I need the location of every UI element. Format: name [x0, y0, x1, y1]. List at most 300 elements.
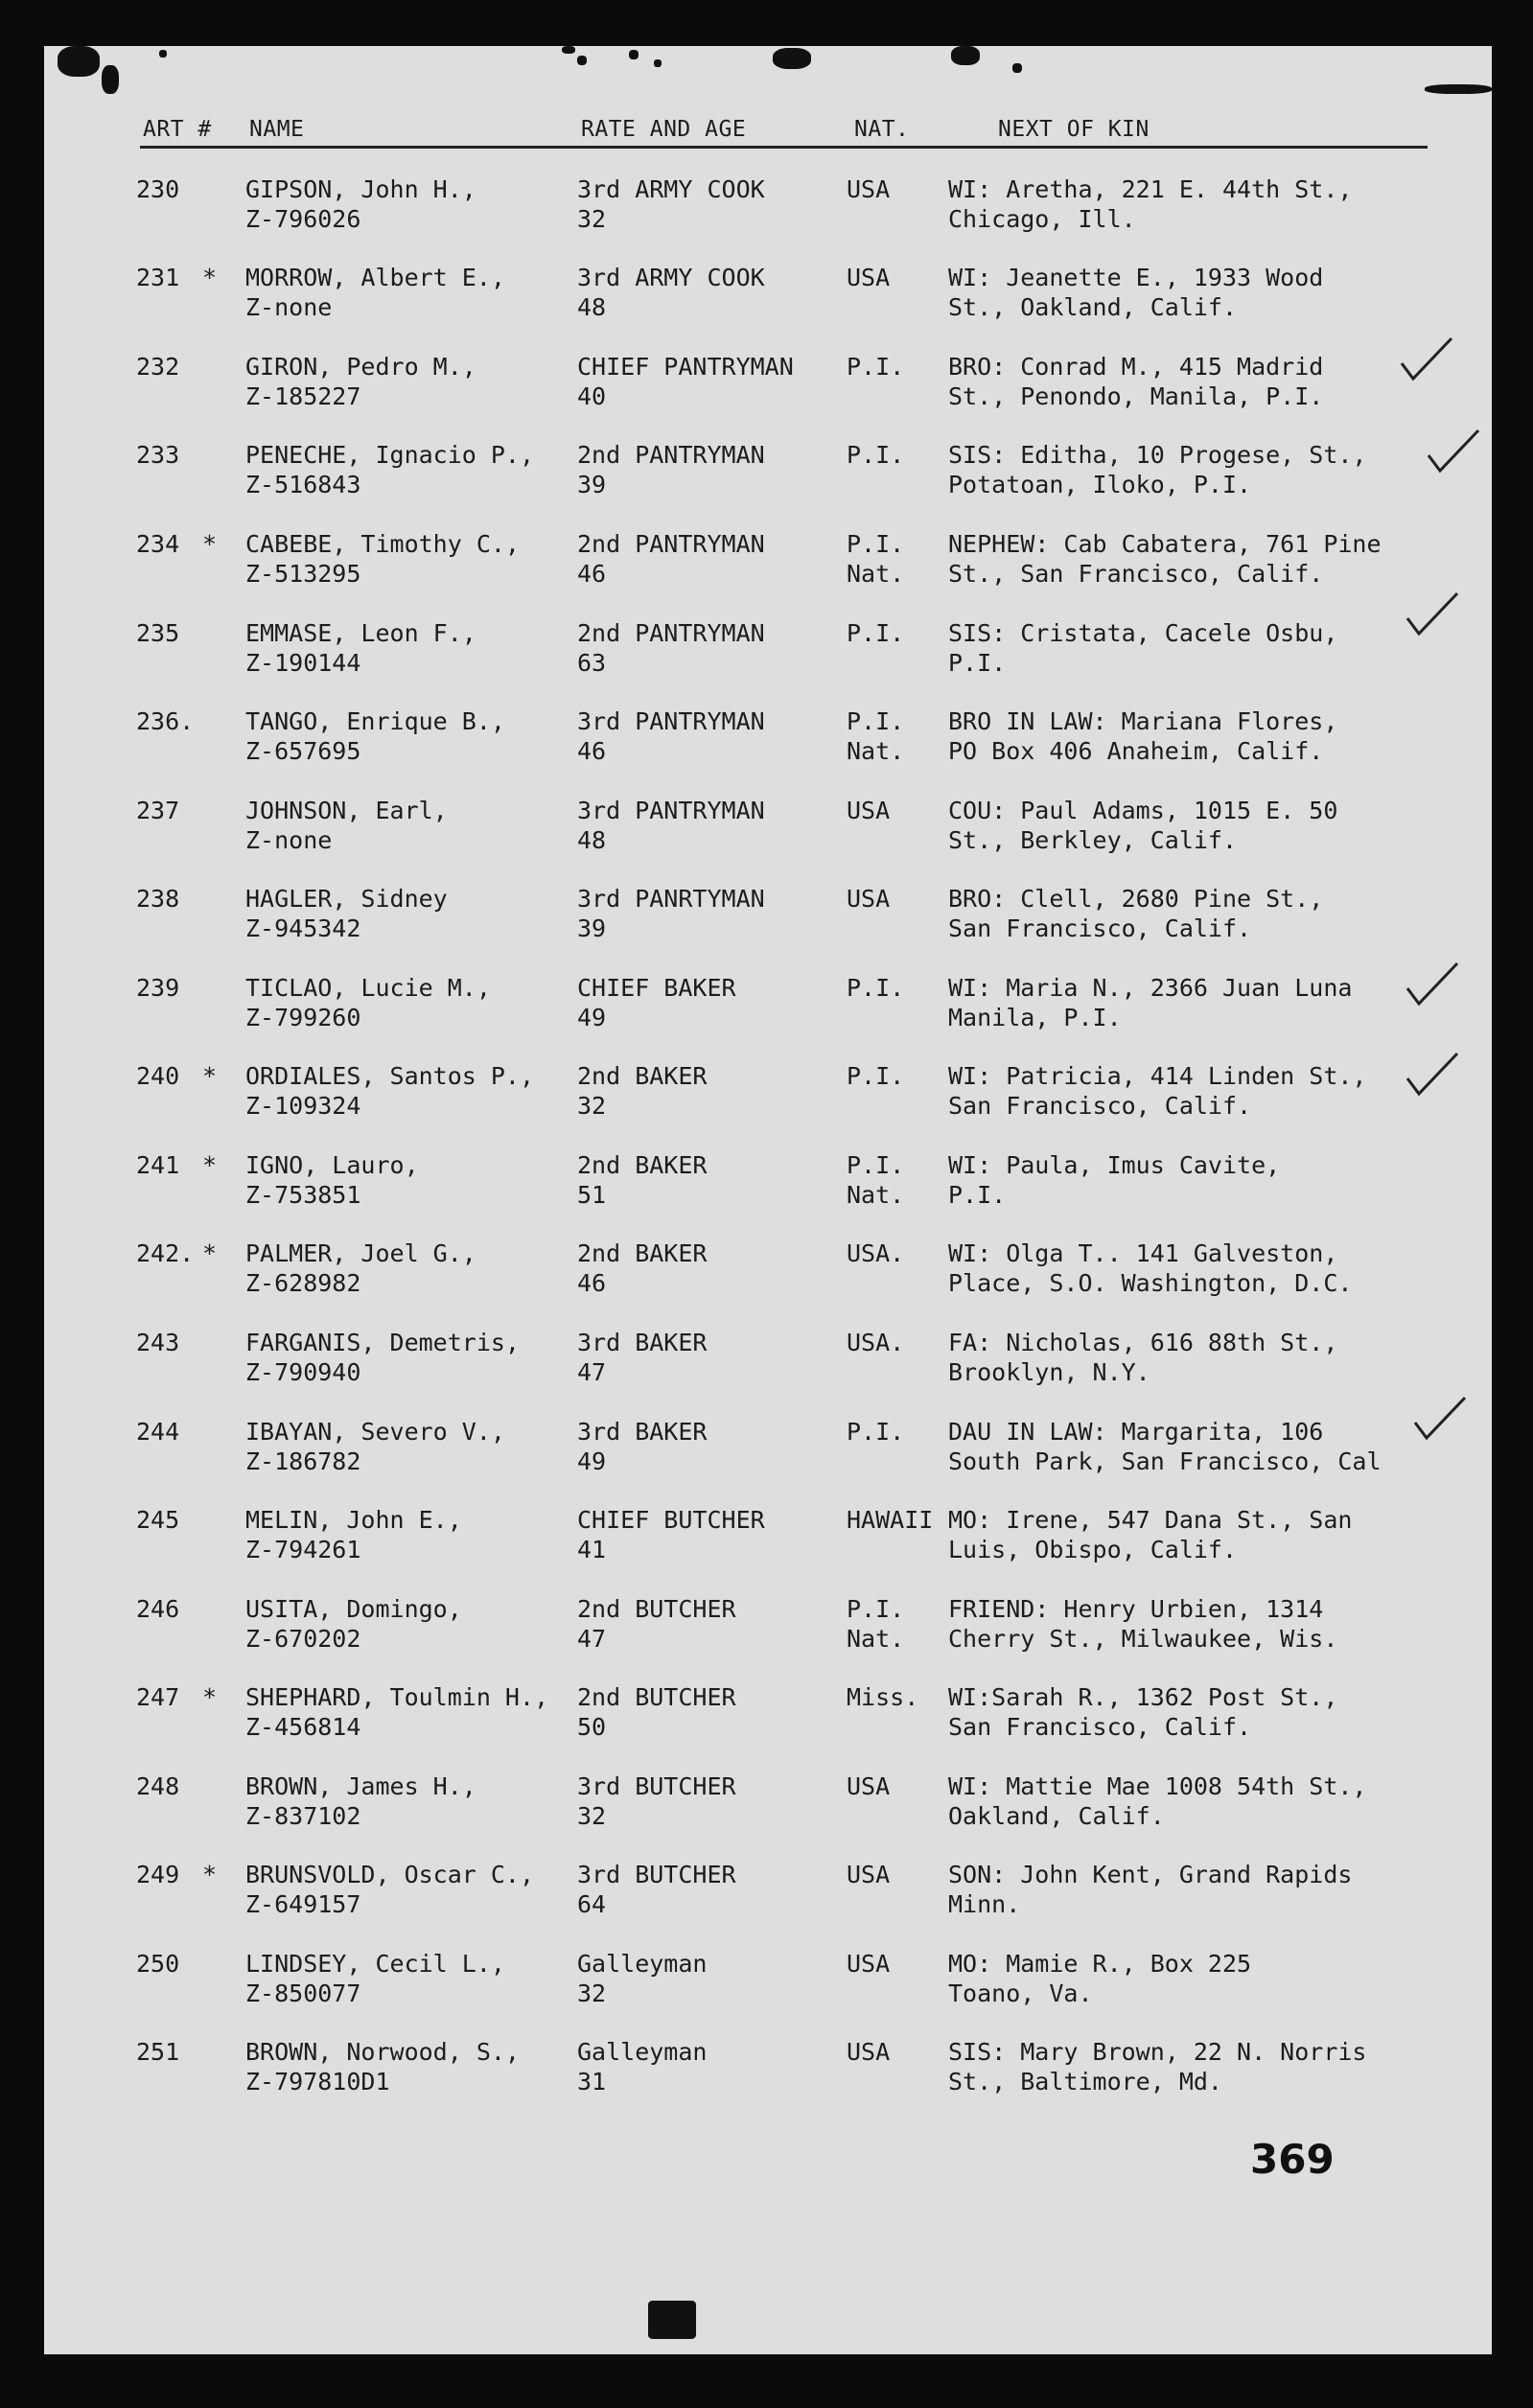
rate-age: [577, 174, 765, 234]
checkmark-icon: [1404, 1050, 1461, 1098]
name-text: SHEPHARD, Toulmin H.,: [245, 1683, 549, 1711]
kin-line-2: St., San Francisco, Calif.: [948, 560, 1324, 588]
rate-age: [577, 440, 765, 499]
ink-speck: [629, 50, 639, 59]
asterisk-mark: *: [202, 1151, 218, 1179]
art-number: 236.: [136, 707, 195, 735]
art-number: 238: [136, 885, 180, 913]
nat-line-1: P.I.: [847, 619, 905, 647]
name-text: BRUNSVOLD, Oscar C.,: [245, 1861, 535, 1888]
art-number: 246: [136, 1595, 180, 1623]
kin-line-2: St., Oakland, Calif.: [948, 293, 1238, 321]
art-number: 250: [136, 1950, 180, 1978]
nationality: [847, 973, 904, 1032]
asterisk-mark: *: [202, 264, 218, 291]
name-text: IBAYAN, Severo V.,: [245, 1418, 505, 1446]
z-number: Z-none: [245, 293, 333, 321]
age-text: 41: [577, 1536, 607, 1563]
age-text: 39: [577, 471, 607, 498]
crew-name: [245, 1505, 462, 1564]
kin-line-1: FA: Nicholas, 616 88th St.,: [948, 1329, 1338, 1356]
kin-line-1: BRO IN LAW: Mariana Flores,: [948, 707, 1338, 735]
nat-line-1: P.I.: [847, 974, 905, 1002]
crew-row: [44, 440, 1492, 517]
kin-line-1: COU: Paul Adams, 1015 E. 50: [948, 797, 1338, 824]
nationality: [847, 263, 890, 322]
nat-line-1: Miss.: [847, 1683, 919, 1711]
kin-line-1: WI: Aretha, 221 E. 44th St.,: [948, 175, 1353, 203]
z-number: Z-190144: [245, 649, 361, 677]
kin-line-2: San Francisco, Calif.: [948, 915, 1252, 942]
next-of-kin: [948, 529, 1382, 589]
kin-line-2: San Francisco, Calif.: [948, 1713, 1252, 1741]
crew-row: [44, 1328, 1492, 1404]
asterisk-mark: *: [202, 530, 218, 558]
checkmark-icon: [1411, 1394, 1469, 1442]
crew-name: [245, 884, 448, 943]
rate-text: CHIEF PANTRYMAN: [577, 353, 794, 381]
crew-row: [44, 796, 1492, 872]
nat-line-2: [847, 1712, 918, 1742]
header-next-of-kin: NEXT OF KIN: [998, 117, 1150, 142]
nationality: [847, 706, 904, 766]
nat-line-1: USA.: [847, 1329, 905, 1356]
next-of-kin: [948, 1505, 1352, 1564]
kin-line-2: Brooklyn, N.Y.: [948, 1358, 1150, 1386]
next-of-kin: [948, 973, 1352, 1032]
next-of-kin: [948, 2037, 1367, 2096]
rate-text: 2nd PANTRYMAN: [577, 441, 765, 469]
next-of-kin: [948, 796, 1337, 855]
kin-line-2: San Francisco, Calif.: [948, 1092, 1252, 1120]
nat-line-1: USA.: [847, 1239, 905, 1267]
nat-line-1: P.I.: [847, 1418, 905, 1446]
ink-speck: [577, 56, 587, 65]
kin-line-1: SON: John Kent, Grand Rapids: [948, 1861, 1353, 1888]
nationality: [847, 1594, 904, 1654]
z-number: Z-186782: [245, 1447, 361, 1475]
age-text: 64: [577, 1890, 607, 1918]
kin-line-1: WI: Paula, Imus Cavite,: [948, 1151, 1281, 1179]
z-number: Z-790940: [245, 1358, 361, 1386]
asterisk-mark: *: [202, 1239, 218, 1267]
crew-row: [44, 1417, 1492, 1493]
age-text: 46: [577, 560, 607, 588]
crew-name: [245, 352, 476, 411]
age-text: 50: [577, 1713, 607, 1741]
kin-line-2: St., Penondo, Manila, P.I.: [948, 382, 1324, 410]
nationality: [847, 174, 890, 234]
page-number: 369: [1250, 2136, 1335, 2183]
rate-age: [577, 529, 765, 589]
crew-name: [245, 1328, 520, 1387]
next-of-kin: [948, 1239, 1352, 1298]
rate-age: [577, 1771, 736, 1831]
name-text: HAGLER, Sidney: [245, 885, 448, 913]
art-number: 243: [136, 1329, 180, 1356]
crew-name: [245, 1061, 534, 1121]
name-text: MORROW, Albert E.,: [245, 264, 505, 291]
kin-line-2: Toano, Va.: [948, 1980, 1093, 2007]
nationality: [847, 1150, 904, 1210]
kin-line-1: WI: Maria N., 2366 Juan Luna: [948, 974, 1353, 1002]
name-text: PENECHE, Ignacio P.,: [245, 441, 535, 469]
name-text: ORDIALES, Santos P.,: [245, 1062, 535, 1090]
kin-line-2: Oakland, Calif.: [948, 1802, 1165, 1830]
crew-name: [245, 1239, 476, 1298]
crew-name: [245, 1682, 548, 1742]
age-text: 39: [577, 915, 607, 942]
crew-row: [44, 352, 1492, 428]
art-number: 251: [136, 2038, 180, 2066]
kin-line-1: BRO: Conrad M., 415 Madrid: [948, 353, 1324, 381]
crew-row: [44, 618, 1492, 695]
kin-line-2: Chicago, Ill.: [948, 205, 1136, 233]
ink-speck: [1425, 84, 1492, 94]
art-number: 245: [136, 1506, 180, 1534]
kin-line-1: SIS: Cristata, Cacele Osbu,: [948, 619, 1338, 647]
kin-line-2: Luis, Obispo, Calif.: [948, 1536, 1238, 1563]
rate-age: [577, 1150, 707, 1210]
z-number: Z-456814: [245, 1713, 361, 1741]
nationality: [847, 1328, 904, 1387]
art-number: 230: [136, 175, 180, 203]
rate-text: 2nd BUTCHER: [577, 1683, 736, 1711]
nat-line-1: USA: [847, 797, 891, 824]
rate-text: 3rd BUTCHER: [577, 1861, 736, 1888]
header-name: NAME: [249, 117, 305, 142]
rate-text: CHIEF BAKER: [577, 974, 736, 1002]
ink-speck: [102, 65, 119, 94]
art-number: 239: [136, 974, 180, 1002]
rate-text: 2nd PANTRYMAN: [577, 619, 765, 647]
crew-row: [44, 263, 1492, 339]
next-of-kin: [948, 1682, 1337, 1742]
kin-line-1: WI: Jeanette E., 1933 Wood: [948, 264, 1324, 291]
rate-text: 2nd PANTRYMAN: [577, 530, 765, 558]
name-text: GIPSON, John H.,: [245, 175, 476, 203]
age-text: 48: [577, 293, 607, 321]
next-of-kin: [948, 618, 1337, 678]
nationality: [847, 2037, 890, 2096]
nat-line-2: [847, 1535, 933, 1564]
next-of-kin: [948, 1061, 1367, 1121]
z-number: Z-797810D1: [245, 2068, 390, 2095]
rate-age: [577, 1949, 707, 2008]
nat-line-1: USA: [847, 264, 891, 291]
z-number: Z-109324: [245, 1092, 361, 1120]
z-number: Z-794261: [245, 1536, 361, 1563]
nat-line-2: [847, 1801, 890, 1831]
art-number: 241: [136, 1151, 180, 1179]
rate-text: 3rd ARMY COOK: [577, 175, 765, 203]
nationality: [847, 1061, 904, 1121]
crew-row: [44, 706, 1492, 783]
nationality: [847, 618, 904, 678]
crew-row: [44, 1771, 1492, 1848]
nationality: [847, 1417, 904, 1476]
kin-line-2: P.I.: [948, 1181, 1007, 1209]
nationality: [847, 1860, 890, 1919]
kin-line-1: SIS: Mary Brown, 22 N. Norris: [948, 2038, 1367, 2066]
nat-line-2: [847, 914, 890, 943]
next-of-kin: [948, 1417, 1382, 1476]
nat-line-1: P.I.: [847, 353, 905, 381]
crew-name: [245, 2037, 520, 2096]
next-of-kin: [948, 1949, 1251, 2008]
crew-row: [44, 1150, 1492, 1227]
nationality: [847, 440, 904, 499]
kin-line-2: Place, S.O. Washington, D.C.: [948, 1269, 1353, 1297]
nat-line-1: P.I.: [847, 707, 905, 735]
nat-line-2: [847, 825, 890, 855]
kin-line-2: South Park, San Francisco, Cal: [948, 1447, 1382, 1475]
name-text: BROWN, Norwood, S.,: [245, 2038, 520, 2066]
age-text: 49: [577, 1447, 607, 1475]
next-of-kin: [948, 1150, 1280, 1210]
z-number: Z-657695: [245, 737, 361, 765]
rate-age: [577, 1594, 736, 1654]
name-text: GIRON, Pedro M.,: [245, 353, 476, 381]
art-number: 249: [136, 1861, 180, 1888]
nat-line-2: [847, 382, 904, 411]
nat-line-2: Nat.: [847, 737, 905, 765]
kin-line-1: DAU IN LAW: Margarita, 106: [948, 1418, 1324, 1446]
next-of-kin: [948, 352, 1323, 411]
nat-line-2: [847, 1357, 904, 1387]
nationality: [847, 1771, 890, 1831]
name-text: FARGANIS, Demetris,: [245, 1329, 520, 1356]
art-number: 242.: [136, 1239, 195, 1267]
crew-row: [44, 174, 1492, 251]
age-text: 32: [577, 1980, 607, 2007]
next-of-kin: [948, 706, 1337, 766]
name-text: JOHNSON, Earl,: [245, 797, 448, 824]
nationality: [847, 352, 904, 411]
z-number: Z-185227: [245, 382, 361, 410]
kin-line-1: MO: Irene, 547 Dana St., San: [948, 1506, 1353, 1534]
nationality: [847, 1949, 890, 2008]
crew-row: [44, 1239, 1492, 1315]
z-number: Z-799260: [245, 1004, 361, 1031]
kin-line-1: SIS: Editha, 10 Progese, St.,: [948, 441, 1367, 469]
age-text: 32: [577, 1092, 607, 1120]
kin-line-1: WI: Patricia, 414 Linden St.,: [948, 1062, 1367, 1090]
crew-name: [245, 174, 476, 234]
rate-age: [577, 1417, 707, 1476]
rate-text: 3rd PANTRYMAN: [577, 707, 765, 735]
rate-age: [577, 1860, 736, 1919]
kin-line-1: MO: Mamie R., Box 225: [948, 1950, 1252, 1978]
rate-age: [577, 796, 765, 855]
z-number: Z-none: [245, 826, 333, 854]
next-of-kin: [948, 1860, 1352, 1919]
rate-age: [577, 1682, 736, 1742]
crew-name: [245, 1949, 505, 2008]
nat-line-1: USA: [847, 1861, 891, 1888]
art-number: 231: [136, 264, 180, 291]
rate-text: 2nd BUTCHER: [577, 1595, 736, 1623]
ink-speck: [159, 50, 167, 58]
kin-line-1: FRIEND: Henry Urbien, 1314: [948, 1595, 1324, 1623]
rate-age: [577, 1061, 707, 1121]
rate-age: [577, 352, 794, 411]
crew-name: [245, 1417, 505, 1476]
nat-line-1: P.I.: [847, 1595, 905, 1623]
crew-name: [245, 706, 505, 766]
kin-line-2: Manila, P.I.: [948, 1004, 1122, 1031]
nat-line-2: [847, 1091, 904, 1121]
nat-line-1: P.I.: [847, 1151, 905, 1179]
nat-line-1: USA: [847, 1950, 891, 1978]
name-text: LINDSEY, Cecil L.,: [245, 1950, 505, 1978]
kin-line-2: P.I.: [948, 649, 1007, 677]
nationality: [847, 884, 890, 943]
age-text: 31: [577, 2068, 607, 2095]
crew-name: [245, 1150, 419, 1210]
rate-age: [577, 1505, 765, 1564]
rate-text: 3rd PANRTYMAN: [577, 885, 765, 913]
nationality: [847, 1505, 933, 1564]
rate-age: [577, 263, 765, 322]
kin-line-2: Potatoan, Iloko, P.I.: [948, 471, 1252, 498]
crew-name: [245, 263, 505, 322]
crew-row: [44, 1860, 1492, 1936]
header-art-number: ART #: [143, 117, 212, 142]
age-text: 32: [577, 1802, 607, 1830]
nat-line-1: P.I.: [847, 530, 905, 558]
crew-row: [44, 973, 1492, 1050]
crew-name: [245, 440, 534, 499]
rate-text: 2nd BAKER: [577, 1239, 708, 1267]
nat-line-1: USA: [847, 2038, 891, 2066]
checkmark-icon: [1425, 427, 1482, 475]
rate-age: [577, 2037, 707, 2096]
art-number: 233: [136, 441, 180, 469]
z-number: Z-649157: [245, 1890, 361, 1918]
rate-text: 2nd BAKER: [577, 1151, 708, 1179]
z-number: Z-670202: [245, 1625, 361, 1653]
name-text: IGNO, Lauro,: [245, 1151, 419, 1179]
nat-line-2: [847, 648, 904, 678]
crew-row: [44, 529, 1492, 606]
document-page: [44, 46, 1492, 2354]
age-text: 32: [577, 205, 607, 233]
art-number: 247: [136, 1683, 180, 1711]
age-text: 63: [577, 649, 607, 677]
nat-line-2: [847, 1003, 904, 1032]
kin-line-2: Cherry St., Milwaukee, Wis.: [948, 1625, 1338, 1653]
age-text: 48: [577, 826, 607, 854]
name-text: MELIN, John E.,: [245, 1506, 462, 1534]
next-of-kin: [948, 1771, 1367, 1831]
asterisk-mark: *: [202, 1062, 218, 1090]
name-text: USITA, Domingo,: [245, 1595, 462, 1623]
asterisk-mark: *: [202, 1861, 218, 1888]
kin-line-2: PO Box 406 Anaheim, Calif.: [948, 737, 1324, 765]
z-number: Z-837102: [245, 1802, 361, 1830]
nat-line-1: USA: [847, 1772, 891, 1800]
name-text: TICLAO, Lucie M.,: [245, 974, 491, 1002]
age-text: 47: [577, 1358, 607, 1386]
kin-line-1: BRO: Clell, 2680 Pine St.,: [948, 885, 1324, 913]
crew-name: [245, 529, 520, 589]
crew-row: [44, 1949, 1492, 2026]
next-of-kin: [948, 263, 1323, 322]
header-rule: [140, 146, 1428, 149]
header-nationality: NAT.: [854, 117, 910, 142]
nat-line-2: Nat.: [847, 560, 905, 588]
kin-line-1: NEPHEW: Cab Cabatera, 761 Pine: [948, 530, 1382, 558]
kin-line-2: Minn.: [948, 1890, 1021, 1918]
kin-line-1: WI:Sarah R., 1362 Post St.,: [948, 1683, 1338, 1711]
rate-text: 3rd BAKER: [577, 1418, 708, 1446]
name-text: EMMASE, Leon F.,: [245, 619, 476, 647]
nat-line-2: Nat.: [847, 1181, 905, 1209]
kin-line-2: St., Berkley, Calif.: [948, 826, 1238, 854]
rate-age: [577, 973, 736, 1032]
crew-name: [245, 1771, 476, 1831]
ink-speck: [654, 59, 662, 67]
rate-text: 3rd PANTRYMAN: [577, 797, 765, 824]
nat-line-1: USA: [847, 175, 891, 203]
next-of-kin: [948, 174, 1352, 234]
next-of-kin: [948, 1328, 1337, 1387]
art-number: 244: [136, 1418, 180, 1446]
column-headers: [44, 117, 1492, 155]
ink-speck: [773, 48, 811, 69]
nationality: [847, 529, 904, 589]
rate-text: Galleyman: [577, 1950, 708, 1978]
rate-text: CHIEF BUTCHER: [577, 1506, 765, 1534]
nationality: [847, 1682, 918, 1742]
kin-line-2: St., Baltimore, Md.: [948, 2068, 1222, 2095]
rate-text: 3rd BUTCHER: [577, 1772, 736, 1800]
crew-name: [245, 796, 448, 855]
kin-line-1: WI: Olga T.. 141 Galveston,: [948, 1239, 1338, 1267]
name-text: BROWN, James H.,: [245, 1772, 476, 1800]
age-text: 47: [577, 1625, 607, 1653]
ink-speck: [648, 2301, 696, 2339]
nat-line-2: [847, 2067, 890, 2096]
age-text: 51: [577, 1181, 607, 1209]
checkmark-icon: [1404, 960, 1461, 1007]
art-number: 232: [136, 353, 180, 381]
name-text: PALMER, Joel G.,: [245, 1239, 476, 1267]
crew-name: [245, 618, 476, 678]
asterisk-mark: *: [202, 1683, 218, 1711]
next-of-kin: [948, 440, 1367, 499]
z-number: Z-796026: [245, 205, 361, 233]
rate-age: [577, 884, 765, 943]
rate-age: [577, 618, 765, 678]
nat-line-1: P.I.: [847, 441, 905, 469]
nat-line-2: [847, 1889, 890, 1919]
rate-text: Galleyman: [577, 2038, 708, 2066]
kin-line-1: WI: Mattie Mae 1008 54th St.,: [948, 1772, 1367, 1800]
nationality: [847, 796, 890, 855]
crew-row: [44, 884, 1492, 961]
z-number: Z-945342: [245, 915, 361, 942]
ink-speck: [1012, 63, 1022, 73]
ink-speck: [58, 46, 100, 77]
crew-name: [245, 973, 491, 1032]
crew-row: [44, 1505, 1492, 1582]
rate-text: 3rd ARMY COOK: [577, 264, 765, 291]
nat-line-2: [847, 1979, 890, 2008]
ink-speck: [951, 46, 980, 65]
age-text: 46: [577, 737, 607, 765]
